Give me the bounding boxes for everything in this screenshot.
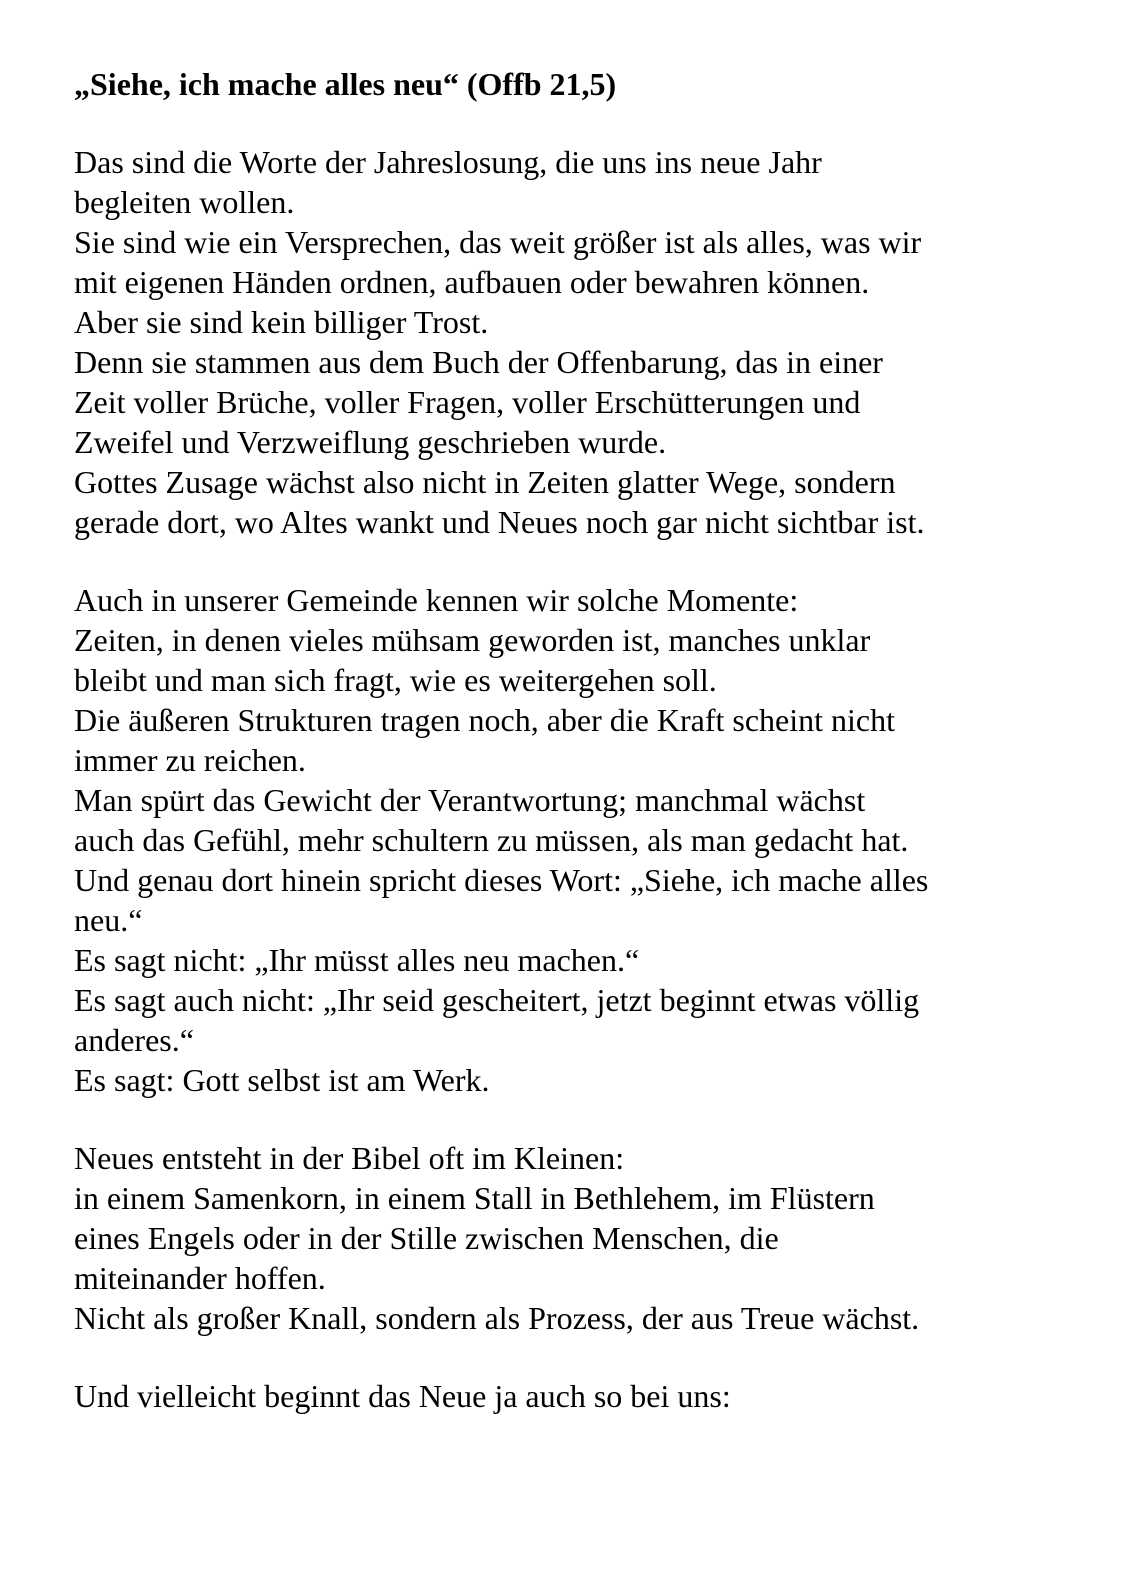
document-title: „Siehe, ich mache alles neu“ (Offb 21,5)	[74, 66, 617, 102]
text-line: Nicht als großer Knall, sondern als Prozess, der aus Treue wächst.	[74, 1300, 920, 1336]
text-line: Und genau dort hinein spricht dieses Wort: „Siehe, ich mache alles	[74, 862, 929, 898]
text-line: Das sind die Worte der Jahreslosung, die uns ins neue Jahr	[74, 144, 822, 180]
paragraph-1	[74, 142, 1074, 542]
document-body	[74, 64, 1074, 1416]
text-line: Die äußeren Strukturen tragen noch, aber die Kraft scheint nicht	[74, 702, 896, 738]
text-line: Neues entsteht in der Bibel oft im Kleinen:	[74, 1140, 625, 1176]
text-line: Aber sie sind kein billiger Trost.	[74, 304, 489, 340]
text-line: in einem Samenkorn, in einem Stall in Bethlehem, im Flüstern	[74, 1180, 875, 1216]
text-line: Auch in unserer Gemeinde kennen wir solche Momente:	[74, 582, 799, 618]
text-line: mit eigenen Händen ordnen, aufbauen oder bewahren können.	[74, 264, 870, 300]
text-line: Und vielleicht beginnt das Neue ja auch so bei uns:	[74, 1378, 731, 1414]
text-line: Zweifel und Verzweiflung geschrieben wurde.	[74, 424, 667, 460]
text-line: Sie sind wie ein Versprechen, das weit größer ist als alles, was wir	[74, 224, 922, 260]
text-line: Es sagt nicht: „Ihr müsst alles neu machen.“	[74, 942, 640, 978]
text-line: neu.“	[74, 902, 143, 938]
text-line: auch das Gefühl, mehr schultern zu müssen, als man gedacht hat.	[74, 822, 909, 858]
text-line: Zeit voller Brüche, voller Fragen, voller Erschütterungen und	[74, 384, 861, 420]
text-line: begleiten wollen.	[74, 184, 295, 220]
paragraph-4	[74, 1376, 1074, 1416]
text-line: eines Engels oder in der Stille zwischen Menschen, die	[74, 1220, 779, 1256]
text-line: Zeiten, in denen vieles mühsam geworden ist, manches unklar	[74, 622, 871, 658]
paragraph-2	[74, 580, 1074, 1100]
paragraph-3	[74, 1138, 1074, 1338]
text-line: miteinander hoffen.	[74, 1260, 326, 1296]
text-line: gerade dort, wo Altes wankt und Neues noch gar nicht sichtbar ist.	[74, 504, 925, 540]
text-line: Es sagt: Gott selbst ist am Werk.	[74, 1062, 490, 1098]
text-line: Es sagt auch nicht: „Ihr seid gescheitert, jetzt beginnt etwas völlig	[74, 982, 920, 1018]
text-line: bleibt und man sich fragt, wie es weitergehen soll.	[74, 662, 717, 698]
text-line: Gottes Zusage wächst also nicht in Zeiten glatter Wege, sondern	[74, 464, 896, 500]
text-line: anderes.“	[74, 1022, 194, 1058]
text-line: Denn sie stammen aus dem Buch der Offenbarung, das in einer	[74, 344, 883, 380]
text-line: Man spürt das Gewicht der Verantwortung; manchmal wächst	[74, 782, 866, 818]
text-line: immer zu reichen.	[74, 742, 306, 778]
